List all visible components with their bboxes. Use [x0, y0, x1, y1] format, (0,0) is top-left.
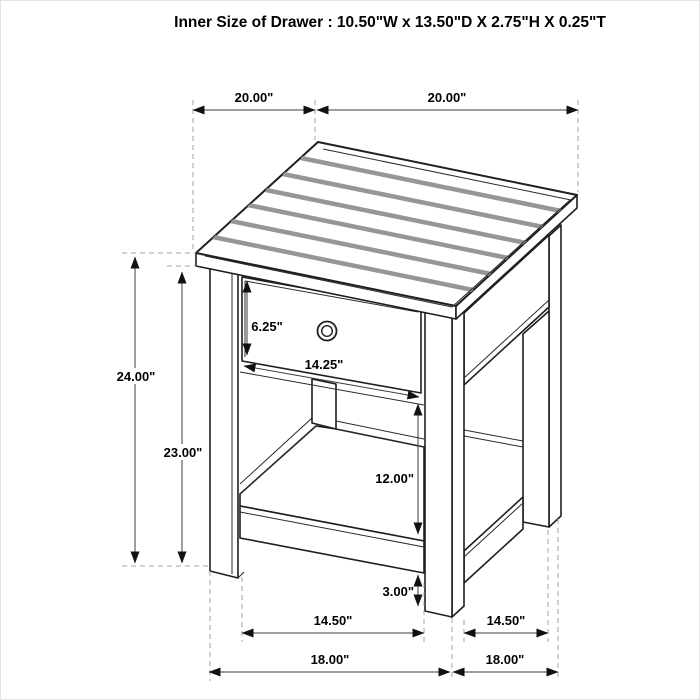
- dim-label-side-inner-span: 14.50": [486, 613, 526, 628]
- front-right-leg: [425, 300, 464, 617]
- dim-label-top-depth: 20.00": [234, 90, 274, 105]
- dim-under-top-height: [157, 272, 209, 563]
- dim-label-drawer-width: 14.25": [304, 357, 344, 372]
- dim-label-overall-height: 24.00": [116, 369, 156, 384]
- dim-rail-to-floor: [383, 575, 418, 606]
- dim-label-drawer-height: 6.25": [251, 319, 283, 334]
- diagram-title: Inner Size of Drawer : 10.50"W x 13.50"D X 2.75"H X 0.25"T: [174, 14, 606, 31]
- dim-front-overall-width: [209, 652, 450, 672]
- shelf-side-band: [464, 497, 523, 583]
- dim-overall-height: [110, 257, 162, 563]
- dim-label-front-overall-width: 18.00": [310, 652, 350, 667]
- end-table-drawing: [196, 142, 577, 617]
- dim-side-overall-depth: [453, 652, 558, 672]
- dim-label-rail-to-floor: 3.00": [382, 584, 414, 599]
- front-left-leg: [210, 266, 244, 578]
- dim-label-top-width: 20.00": [427, 90, 467, 105]
- dim-label-side-overall-depth: 18.00": [485, 652, 525, 667]
- dim-label-rail-to-shelf: 12.00": [375, 471, 414, 486]
- dim-top-width: [317, 90, 578, 110]
- dim-front-inner-span: [242, 613, 424, 633]
- dim-side-inner-span: [464, 613, 548, 633]
- dim-label-under-top-height: 23.00": [163, 445, 203, 460]
- dim-top-depth: [193, 90, 315, 110]
- back-left-leg: [312, 379, 336, 429]
- dim-label-front-inner-span: 14.50": [313, 613, 353, 628]
